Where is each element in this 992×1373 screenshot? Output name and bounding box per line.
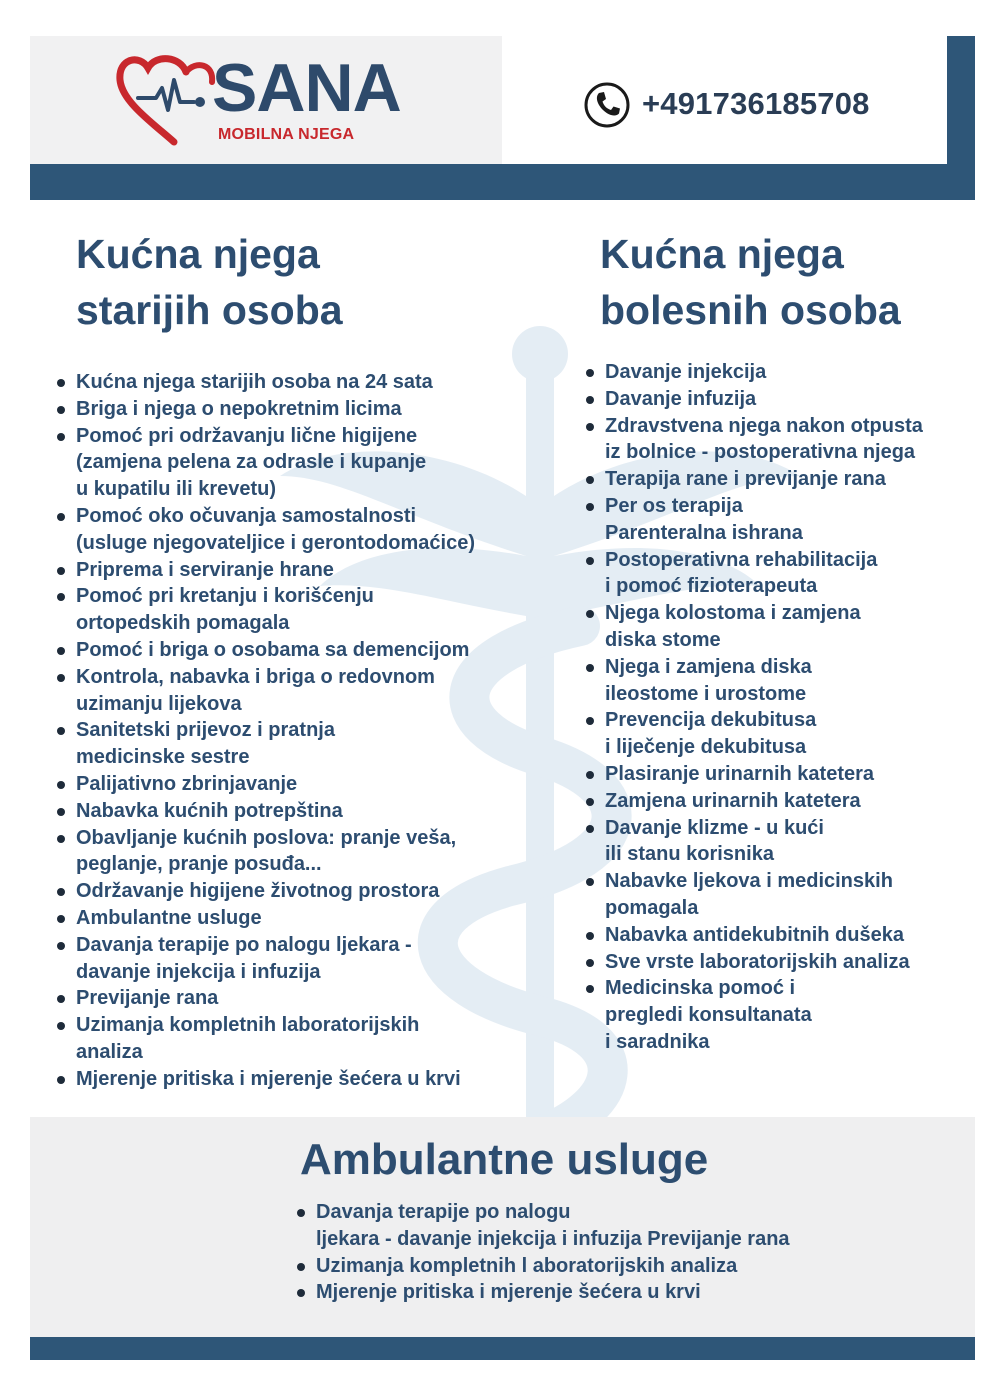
list-item-text: Uzimanja kompletnih laboratorijskih bbox=[76, 1014, 420, 1037]
list-item-text: Pomoć pri održavanju lične higijene bbox=[76, 424, 418, 447]
list-item-text: Previjanje rana bbox=[76, 987, 219, 1010]
list-item-text: Davanje injekcija bbox=[605, 361, 767, 383]
list-item bbox=[56, 423, 546, 503]
list-item bbox=[585, 493, 970, 547]
list-item bbox=[585, 654, 970, 708]
list-item-text: Pomoć i briga o osobama sa demencijom bbox=[76, 638, 470, 661]
right-service-list bbox=[585, 359, 970, 1056]
list-item-text: Mjerenje pritiska i mjerenje šećera u krvi bbox=[316, 1281, 701, 1304]
list-item bbox=[585, 386, 970, 413]
list-item-text: (zamjena pelena za odrasle i kupanje bbox=[76, 451, 427, 474]
list-item-text: Palijativno zbrinjavanje bbox=[76, 772, 298, 795]
list-item-text: ileostome i urostome bbox=[605, 682, 807, 705]
list-item-text: Plasiranje urinarnih katetera bbox=[605, 762, 875, 785]
list-item bbox=[56, 878, 546, 905]
list-item-text: Per os terapija bbox=[605, 494, 743, 517]
list-item-text: Davanja terapije po nalogu ljekara - bbox=[76, 933, 412, 956]
list-item-text: Davanje klizme - u kući bbox=[605, 816, 824, 839]
list-item bbox=[56, 717, 546, 771]
list-item-text: Kućna njega starijih osoba na 24 sata bbox=[76, 371, 433, 393]
list-item bbox=[585, 413, 970, 467]
list-item bbox=[56, 825, 546, 879]
header-bar bbox=[30, 164, 975, 200]
brand-name: SANA bbox=[212, 50, 401, 126]
list-item bbox=[56, 985, 546, 1012]
brand-subtitle: MOBILNA NJEGA bbox=[218, 126, 355, 143]
list-item-text: Uzimanja kompletnih l aboratorijskih analiza bbox=[316, 1254, 738, 1277]
list-item bbox=[56, 369, 546, 396]
list-item bbox=[585, 788, 970, 815]
list-item bbox=[56, 664, 546, 718]
list-item-text: Briga i njega o nepokretnim licima bbox=[76, 397, 402, 420]
list-item-text: ljekara - davanje injekcija i infuzija Previjanje rana bbox=[316, 1227, 790, 1250]
list-item-text: i saradnika bbox=[605, 1030, 710, 1053]
list-item bbox=[585, 922, 970, 949]
list-item-text: Priprema i serviranje hrane bbox=[76, 558, 334, 581]
ambulant-service-list bbox=[296, 1199, 936, 1306]
left-heading-line2: starijih osoba bbox=[76, 287, 343, 333]
list-item-text: Postoperativna rehabilitacija bbox=[605, 548, 878, 571]
list-item-text: peglanje, pranje posuđa... bbox=[76, 853, 322, 876]
list-item-text: Nabavke ljekova i medicinskih bbox=[605, 870, 893, 893]
list-item-text: Nabavka kućnih potrepština bbox=[76, 799, 343, 822]
list-item bbox=[585, 949, 970, 976]
list-item bbox=[56, 905, 546, 932]
list-item bbox=[585, 815, 970, 869]
list-item-text: Sanitetski prijevoz i pratnja bbox=[76, 719, 335, 742]
list-item-text: (usluge njegovateljice i gerontodomaćice) bbox=[76, 531, 475, 554]
phone-number[interactable]: +491736185708 bbox=[642, 86, 870, 121]
list-item-text: Mjerenje pritiska i mjerenje šećera u krvi bbox=[76, 1067, 461, 1090]
list-item bbox=[585, 547, 970, 601]
list-item-text: pomagala bbox=[605, 896, 699, 919]
list-item bbox=[296, 1279, 936, 1306]
flyer bbox=[30, 36, 975, 1360]
list-item-text: u kupatilu ili krevetu) bbox=[76, 478, 277, 501]
list-item-text: Medicinska pomoć i bbox=[605, 977, 796, 1000]
list-item bbox=[585, 359, 970, 386]
list-item bbox=[585, 707, 970, 761]
list-item-text: analiza bbox=[76, 1040, 143, 1063]
list-item-text: Pomoć oko očuvanja samostalnosti bbox=[76, 504, 417, 527]
list-item-text: ili stanu korisnika bbox=[605, 843, 774, 866]
left-service-list bbox=[56, 369, 546, 1093]
list-item bbox=[56, 503, 546, 557]
list-item-text: Njega i zamjena diska bbox=[605, 655, 812, 678]
list-item-text: Nabavka antidekubitnih dušeka bbox=[605, 923, 904, 946]
list-item-text: Održavanje higijene životnog prostora bbox=[76, 880, 440, 903]
list-item-text: Davanje infuzija bbox=[605, 387, 757, 410]
list-item-text: Pomoć pri kretanju i korišćenju bbox=[76, 585, 374, 608]
right-heading-line1: Kućna njega bbox=[600, 231, 844, 277]
list-item bbox=[56, 932, 546, 986]
list-item-text: pregledi konsultanata bbox=[605, 1004, 812, 1027]
list-item bbox=[56, 396, 546, 423]
left-heading bbox=[76, 226, 343, 338]
list-item bbox=[56, 583, 546, 637]
list-item bbox=[56, 1012, 546, 1066]
heart-pulse-logo-icon bbox=[116, 50, 226, 150]
list-item-text: ortopedskih pomagala bbox=[76, 612, 290, 635]
list-item-text: medicinske sestre bbox=[76, 746, 250, 769]
list-item-text: davanje injekcija i infuzija bbox=[76, 960, 321, 983]
list-item-text: Kontrola, nabavka i briga o redovnom bbox=[76, 665, 435, 688]
phone-icon bbox=[583, 81, 631, 129]
list-item-text: i liječenje dekubitusa bbox=[605, 736, 807, 759]
list-item-text: Ambulantne usluge bbox=[76, 906, 262, 929]
list-item-text: Sve vrste laboratorijskih analiza bbox=[605, 950, 910, 973]
list-item-text: Davanja terapije po nalogu bbox=[316, 1201, 571, 1223]
list-item-text: Zamjena urinarnih katetera bbox=[605, 789, 861, 812]
right-heading-line2: bolesnih osoba bbox=[600, 287, 901, 333]
list-item bbox=[56, 557, 546, 584]
list-item bbox=[296, 1199, 936, 1253]
left-heading-line1: Kućna njega bbox=[76, 231, 320, 277]
list-item-text: Obavljanje kućnih poslova: pranje veša, bbox=[76, 826, 457, 849]
list-item bbox=[585, 868, 970, 922]
list-item-text: diska stome bbox=[605, 628, 721, 651]
list-item bbox=[585, 466, 970, 493]
list-item bbox=[56, 771, 546, 798]
list-item-text: iz bolnice - postoperativna njega bbox=[605, 441, 916, 464]
list-item-text: i pomoć fizioterapeuta bbox=[605, 575, 818, 598]
ambulant-heading: Ambulantne usluge bbox=[300, 1135, 709, 1184]
list-item-text: Parenteralna ishrana bbox=[605, 521, 803, 544]
list-item-text: Prevencija dekubitusa bbox=[605, 709, 817, 732]
list-item bbox=[56, 1066, 546, 1093]
footer-bar bbox=[30, 1337, 975, 1360]
list-item-text: Njega kolostoma i zamjena bbox=[605, 602, 861, 625]
list-item bbox=[296, 1253, 936, 1280]
list-item bbox=[585, 761, 970, 788]
list-item bbox=[585, 600, 970, 654]
list-item bbox=[56, 798, 546, 825]
list-item-text: Zdravstvena njega nakon otpusta bbox=[605, 414, 923, 437]
list-item bbox=[56, 637, 546, 664]
list-item-text: uzimanju lijekova bbox=[76, 692, 242, 715]
list-item bbox=[585, 975, 970, 1055]
list-item-text: Terapija rane i previjanje rana bbox=[605, 468, 886, 491]
right-heading bbox=[600, 226, 901, 338]
